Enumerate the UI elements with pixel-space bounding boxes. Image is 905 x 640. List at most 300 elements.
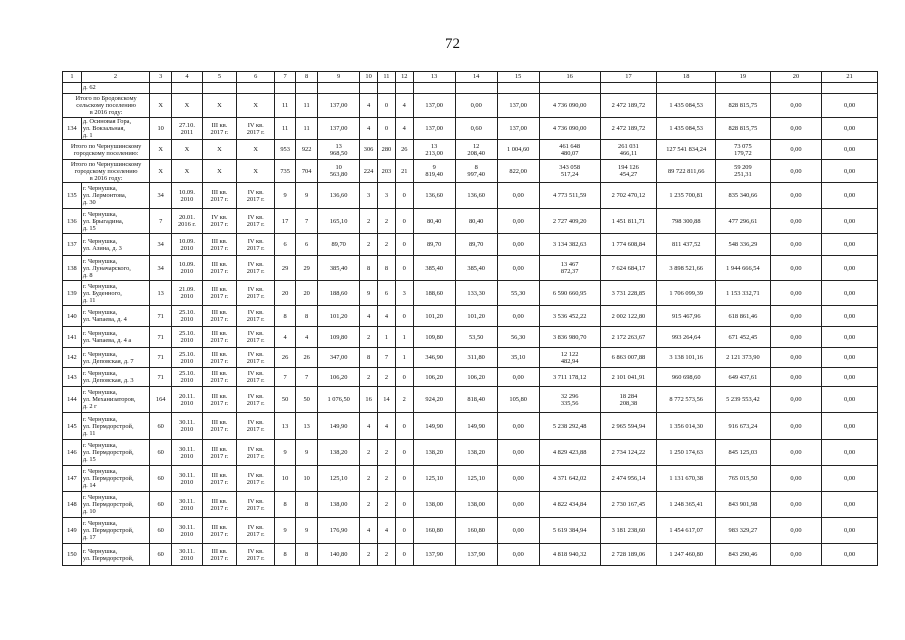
column-number-header: 2: [81, 72, 149, 83]
table-cell: 0,00: [455, 94, 497, 118]
table-cell: 0,00: [497, 234, 539, 256]
table-cell: 4 371 642,02: [539, 466, 600, 492]
table-cell: 2 965 594,94: [600, 413, 657, 440]
table-row: [63, 466, 878, 492]
table-cell: 477 296,61: [716, 209, 771, 234]
table-cell: 5 619 384,94: [539, 518, 600, 544]
table-cell: 10: [296, 466, 318, 492]
column-number-header: 5: [202, 72, 237, 83]
table-cell: 0,00: [770, 209, 821, 234]
table-cell: 2: [378, 492, 396, 518]
table-cell: 4: [395, 94, 413, 118]
table-cell: 50: [275, 387, 296, 413]
table-body: [63, 83, 878, 566]
table-cell: 1 131 670,38: [657, 466, 716, 492]
table-cell: 6: [296, 234, 318, 256]
table-cell: 306: [360, 140, 378, 160]
table-cell: 461 648 480,07: [539, 140, 600, 160]
column-number-header: 14: [455, 72, 497, 83]
table-cell: 0,00: [822, 118, 878, 140]
table-cell: 828 815,75: [716, 118, 771, 140]
table-cell: 1 004,60: [497, 140, 539, 160]
table-cell: 0,00: [822, 413, 878, 440]
table-cell: 138,00: [455, 492, 497, 518]
table-cell: 9: [296, 183, 318, 209]
table-cell: III кв. 2017 г.: [202, 466, 237, 492]
table-cell: 80,40: [455, 209, 497, 234]
table-cell: 4 818 940,32: [539, 544, 600, 566]
table-cell: 0,00: [770, 256, 821, 281]
table-cell: 2: [378, 466, 396, 492]
table-cell: 1 774 608,84: [600, 234, 657, 256]
table-cell: 203: [378, 160, 396, 183]
table-cell: 4: [378, 306, 396, 327]
table-cell: 8: [275, 492, 296, 518]
table-cell: 2 472 189,72: [600, 94, 657, 118]
table-cell: 101,20: [455, 306, 497, 327]
table-cell: 148: [63, 492, 82, 518]
table-cell: 9: [275, 183, 296, 209]
table-cell: 811 437,52: [657, 234, 716, 256]
column-number-header: 3: [150, 72, 172, 83]
table-cell: 0,00: [822, 183, 878, 209]
column-number-header: 18: [657, 72, 716, 83]
table-cell: 136,60: [318, 183, 360, 209]
table-cell: 176,90: [318, 518, 360, 544]
table-cell: 2: [395, 387, 413, 413]
table-cell: 109,80: [413, 327, 455, 348]
table-cell: 916 673,24: [716, 413, 771, 440]
table-cell: IV кв. 2017 г.: [202, 209, 237, 234]
table-cell: III кв. 2017 г.: [202, 440, 237, 466]
table-row: [63, 281, 878, 306]
table-cell: X: [202, 140, 237, 160]
table-cell: 137,00: [318, 118, 360, 140]
table-cell: 0,00: [770, 327, 821, 348]
table-cell: 188,60: [413, 281, 455, 306]
table-cell: 3 181 238,60: [600, 518, 657, 544]
address-cell: г. Чернушка, ул. Азина, д. 3: [81, 234, 149, 256]
table-cell: 138,20: [318, 440, 360, 466]
table-cell: 29: [275, 256, 296, 281]
table-cell: 50: [296, 387, 318, 413]
table-cell: 765 015,50: [716, 466, 771, 492]
table-cell: 0: [378, 94, 396, 118]
subtotal-label: Итого по Чернушинскому городскому поселению:: [63, 140, 150, 160]
table-cell: 0,00: [497, 368, 539, 387]
table-cell: 13: [150, 281, 172, 306]
table-cell: 618 861,46: [716, 306, 771, 327]
table-cell: 8: [296, 306, 318, 327]
table-cell: 8: [275, 544, 296, 566]
table-header: [63, 72, 878, 83]
table-row: [63, 518, 878, 544]
table-cell: 0,00: [822, 327, 878, 348]
table-cell: III кв. 2017 г.: [202, 118, 237, 140]
table-cell: 0,00: [822, 368, 878, 387]
table-row: [63, 256, 878, 281]
table-cell: 136: [63, 209, 82, 234]
table-cell: [600, 83, 657, 94]
table-cell: 4: [360, 413, 378, 440]
table-cell: 135: [63, 183, 82, 209]
table-cell: X: [150, 140, 172, 160]
table-cell: 56,30: [497, 327, 539, 348]
table-cell: 26: [275, 348, 296, 368]
table-cell: 735: [275, 160, 296, 183]
table-cell: X: [150, 160, 172, 183]
table-cell: 30.11. 2010: [172, 440, 202, 466]
table-cell: 13 968,50: [318, 140, 360, 160]
table-cell: 960 698,60: [657, 368, 716, 387]
address-cell: г. Чернушка, ул. Буденного, д. 11: [81, 281, 149, 306]
table-cell: X: [172, 94, 202, 118]
table-cell: [657, 83, 716, 94]
table-cell: 25.10. 2010: [172, 348, 202, 368]
table-cell: 0: [395, 466, 413, 492]
column-number-header: 9: [318, 72, 360, 83]
table-cell: 8: [296, 492, 318, 518]
address-cell: д. 62: [81, 83, 149, 94]
table-cell: 8: [378, 256, 396, 281]
table-cell: 149,90: [455, 413, 497, 440]
table-cell: 2 728 189,06: [600, 544, 657, 566]
table-cell: 0,00: [770, 306, 821, 327]
table-cell: 1 706 099,39: [657, 281, 716, 306]
table-cell: 139: [63, 281, 82, 306]
table-row: [63, 183, 878, 209]
subtotal-label: Итого по Чернушинскому городскому поселению в 2016 году:: [63, 160, 150, 183]
table-cell: 106,20: [413, 368, 455, 387]
table-cell: 0,00: [497, 256, 539, 281]
table-cell: [822, 83, 878, 94]
table-cell: 2: [378, 368, 396, 387]
table-cell: 9: [296, 518, 318, 544]
table-cell: 0,00: [770, 281, 821, 306]
table-cell: 9: [275, 518, 296, 544]
table-cell: 8: [275, 306, 296, 327]
table-cell: 2: [360, 466, 378, 492]
table-cell: 20.01. 2016 г.: [172, 209, 202, 234]
table-cell: 835 340,66: [716, 183, 771, 209]
table-cell: 4 822 434,84: [539, 492, 600, 518]
table-cell: 2: [360, 492, 378, 518]
table-cell: 0: [395, 492, 413, 518]
table-cell: 34: [150, 256, 172, 281]
table-cell: IV кв. 2017 г.: [237, 387, 275, 413]
table-cell: 21: [395, 160, 413, 183]
table-cell: 8: [296, 544, 318, 566]
table-cell: [497, 83, 539, 94]
table-cell: 1: [395, 327, 413, 348]
table-cell: 11: [296, 94, 318, 118]
table-cell: 7: [150, 209, 172, 234]
table-cell: 649 437,61: [716, 368, 771, 387]
table-cell: 845 125,03: [716, 440, 771, 466]
table-cell: 0: [395, 440, 413, 466]
table-cell: 1 247 460,80: [657, 544, 716, 566]
table-cell: 138,00: [318, 492, 360, 518]
address-cell: г. Чернушка, ул. Луначарского, д. 8: [81, 256, 149, 281]
table-row: [63, 368, 878, 387]
table-cell: 4: [360, 306, 378, 327]
housing-program-table: [62, 71, 878, 566]
table-cell: III кв. 2017 г.: [202, 327, 237, 348]
column-number-header: 11: [378, 72, 396, 83]
table-cell: 2: [360, 368, 378, 387]
table-cell: 34: [150, 234, 172, 256]
column-number-header: 1: [63, 72, 82, 83]
table-cell: 4: [378, 518, 396, 544]
table-cell: 1 435 084,53: [657, 94, 716, 118]
table-cell: 4: [360, 118, 378, 140]
table-cell: 0,00: [822, 492, 878, 518]
table-cell: 0,00: [770, 118, 821, 140]
table-cell: 32 296 335,56: [539, 387, 600, 413]
table-cell: 6 863 007,88: [600, 348, 657, 368]
table-cell: 89,70: [455, 234, 497, 256]
table-cell: IV кв. 2017 г.: [237, 413, 275, 440]
table-row: [63, 118, 878, 140]
table-cell: 2: [360, 209, 378, 234]
table-cell: 2: [378, 440, 396, 466]
table-cell: 0: [395, 368, 413, 387]
table-cell: 2: [360, 440, 378, 466]
table-cell: 2 472 189,72: [600, 118, 657, 140]
table-cell: 4: [378, 413, 396, 440]
table-cell: 0,00: [822, 234, 878, 256]
table-cell: 0: [395, 234, 413, 256]
table-cell: 0,00: [822, 256, 878, 281]
table-cell: 0: [395, 413, 413, 440]
column-number-header: 12: [395, 72, 413, 83]
table-cell: 138,20: [413, 440, 455, 466]
table-cell: 17: [275, 209, 296, 234]
column-number-header: 16: [539, 72, 600, 83]
table-cell: 3: [360, 183, 378, 209]
table-cell: 0,00: [770, 466, 821, 492]
table-cell: 3 536 452,22: [539, 306, 600, 327]
table-cell: 0,00: [822, 544, 878, 566]
table-cell: 1 435 084,53: [657, 118, 716, 140]
table-cell: 0,00: [497, 492, 539, 518]
column-number-header: 4: [172, 72, 202, 83]
table-cell: 137,00: [318, 94, 360, 118]
table-cell: 137,00: [497, 94, 539, 118]
table-cell: 0,00: [822, 387, 878, 413]
table-cell: IV кв. 2017 г.: [237, 348, 275, 368]
table-cell: 4: [360, 94, 378, 118]
table-cell: 13: [275, 413, 296, 440]
table-cell: 150: [63, 544, 82, 566]
table-cell: 1 451 811,71: [600, 209, 657, 234]
table-cell: 0: [395, 209, 413, 234]
table-cell: III кв. 2017 г.: [202, 256, 237, 281]
table-cell: 0,00: [770, 234, 821, 256]
column-number-header: 10: [360, 72, 378, 83]
table-cell: 30.11. 2010: [172, 413, 202, 440]
address-cell: г. Чернушка, ул. Пермдорстрой, д. 10: [81, 492, 149, 518]
table-cell: [63, 83, 82, 94]
table-cell: IV кв. 2017 г.: [237, 518, 275, 544]
table-cell: 106,20: [318, 368, 360, 387]
table-cell: III кв. 2017 г.: [202, 281, 237, 306]
table-cell: 7: [296, 368, 318, 387]
table-cell: 0,00: [822, 94, 878, 118]
subtotal-row: [63, 140, 878, 160]
table-cell: 385,40: [413, 256, 455, 281]
table-cell: 0,00: [497, 440, 539, 466]
table-cell: 2 734 124,22: [600, 440, 657, 466]
table-cell: 60: [150, 466, 172, 492]
table-cell: 133,30: [455, 281, 497, 306]
table-cell: 0,00: [822, 140, 878, 160]
table-cell: 4: [296, 327, 318, 348]
table-cell: 8 997,40: [455, 160, 497, 183]
table-cell: 2 172 263,67: [600, 327, 657, 348]
table-cell: 10: [275, 466, 296, 492]
table-cell: IV кв. 2017 г.: [237, 118, 275, 140]
table-cell: 30.11. 2010: [172, 466, 202, 492]
table-cell: 138,00: [413, 492, 455, 518]
table-cell: 142: [63, 348, 82, 368]
address-cell: г. Чернушка, ул. Пермдорстрой, д. 15: [81, 440, 149, 466]
address-cell: г. Чернушка, ул. Чапаева, д. 4 а: [81, 327, 149, 348]
table-cell: 4: [360, 518, 378, 544]
table-cell: [716, 83, 771, 94]
table-cell: 9: [296, 440, 318, 466]
table-cell: 0,00: [497, 306, 539, 327]
table-cell: 141: [63, 327, 82, 348]
table-cell: IV кв. 2017 г.: [237, 209, 275, 234]
table-cell: 89,70: [318, 234, 360, 256]
column-number-header: 20: [770, 72, 821, 83]
table-cell: 922: [296, 140, 318, 160]
table-cell: 60: [150, 492, 172, 518]
table-cell: 160,80: [455, 518, 497, 544]
table-cell: 4 736 090,00: [539, 118, 600, 140]
table-cell: 0,00: [770, 518, 821, 544]
table-cell: 0,00: [497, 466, 539, 492]
table-cell: 20: [275, 281, 296, 306]
table-cell: [202, 83, 237, 94]
table-cell: 1 076,50: [318, 387, 360, 413]
table-cell: 11: [275, 94, 296, 118]
table-cell: 35,10: [497, 348, 539, 368]
table-cell: 60: [150, 440, 172, 466]
table-row: [63, 413, 878, 440]
table-cell: 89,70: [413, 234, 455, 256]
address-cell: г. Чернушка, ул. Пермдорстрой, д. 14: [81, 466, 149, 492]
address-cell: г. Чернушка, ул. Лермонтова, д. 30: [81, 183, 149, 209]
table-cell: 1 153 332,71: [716, 281, 771, 306]
table-cell: 25.10. 2010: [172, 327, 202, 348]
table-cell: X: [237, 94, 275, 118]
table-cell: III кв. 2017 г.: [202, 387, 237, 413]
table-cell: 6: [378, 281, 396, 306]
table-cell: 14: [378, 387, 396, 413]
table-cell: 11: [296, 118, 318, 140]
column-number-header: 21: [822, 72, 878, 83]
table-cell: 311,80: [455, 348, 497, 368]
table-cell: 0,00: [822, 160, 878, 183]
table-cell: 2: [360, 234, 378, 256]
table-row: [63, 492, 878, 518]
column-number-header: 6: [237, 72, 275, 83]
address-cell: д. Осиновая Гора, ул. Вокзальная, д. 1: [81, 118, 149, 140]
table-cell: 2: [378, 234, 396, 256]
table-cell: 138: [63, 256, 82, 281]
table-cell: 10.09. 2010: [172, 256, 202, 281]
table-cell: 0,00: [822, 209, 878, 234]
table-cell: 1: [395, 348, 413, 368]
table-cell: 137,00: [497, 118, 539, 140]
table-cell: 0,00: [770, 183, 821, 209]
table-cell: 165,10: [318, 209, 360, 234]
table-cell: [360, 83, 378, 94]
table-cell: [770, 83, 821, 94]
table-cell: 0: [378, 118, 396, 140]
table-cell: 101,20: [318, 306, 360, 327]
table-cell: 1 454 617,07: [657, 518, 716, 544]
table-row: [63, 348, 878, 368]
table-cell: IV кв. 2017 г.: [237, 256, 275, 281]
table-cell: 73 075 179,72: [716, 140, 771, 160]
table-cell: 164: [150, 387, 172, 413]
table-cell: 2 121 373,90: [716, 348, 771, 368]
table-cell: 137,90: [413, 544, 455, 566]
table-cell: 188,60: [318, 281, 360, 306]
page-number: 72: [445, 36, 460, 52]
table-cell: 2 727 409,20: [539, 209, 600, 234]
address-cell: г. Чернушка, ул. Пермдорстрой, д. 11: [81, 413, 149, 440]
table-cell: 4 829 423,88: [539, 440, 600, 466]
address-cell: г. Чернушка, ул. Брыгадина, д. 15: [81, 209, 149, 234]
table-cell: 0,00: [822, 440, 878, 466]
address-cell: г. Чернушка, ул. Пермдорстрой,: [81, 544, 149, 566]
column-number-header: 7: [275, 72, 296, 83]
table-cell: 0,00: [822, 281, 878, 306]
table-cell: 149: [63, 518, 82, 544]
table-cell: 136,60: [455, 183, 497, 209]
table-cell: 1 250 174,63: [657, 440, 716, 466]
table-cell: 548 336,29: [716, 234, 771, 256]
table-cell: 109,80: [318, 327, 360, 348]
table-cell: 2 101 041,91: [600, 368, 657, 387]
column-number-header: 17: [600, 72, 657, 83]
table-cell: 60: [150, 518, 172, 544]
table-cell: 343 058 517,24: [539, 160, 600, 183]
table-cell: 0,00: [770, 160, 821, 183]
table-cell: 0,00: [497, 544, 539, 566]
table-cell: 822,00: [497, 160, 539, 183]
table-cell: 20.11. 2010: [172, 387, 202, 413]
address-cell: г. Чернушка, ул. Механизаторов, д. 2 г: [81, 387, 149, 413]
table-cell: 71: [150, 348, 172, 368]
table-cell: 13 213,00: [413, 140, 455, 160]
table-cell: 843 290,46: [716, 544, 771, 566]
table-cell: [413, 83, 455, 94]
table-cell: [275, 83, 296, 94]
table-cell: 10.09. 2010: [172, 234, 202, 256]
table-cell: 134: [63, 118, 82, 140]
table-cell: 0,00: [770, 140, 821, 160]
table-cell: 26: [296, 348, 318, 368]
table-cell: III кв. 2017 г.: [202, 183, 237, 209]
table-row: [63, 387, 878, 413]
table-cell: 0,00: [770, 94, 821, 118]
table-cell: 10 563,80: [318, 160, 360, 183]
